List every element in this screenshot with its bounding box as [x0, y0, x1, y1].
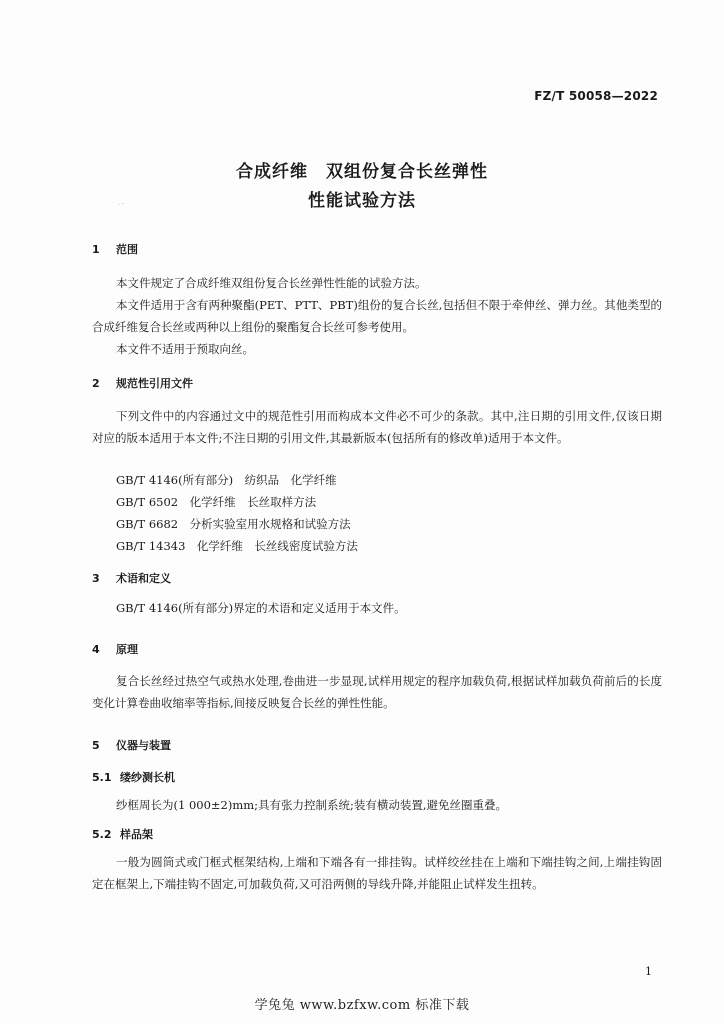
subsection-5-2-number: 5.2 — [92, 828, 112, 841]
normative-reference-2: GB/T 6502 化学纤维 长丝取样方法 — [116, 495, 317, 509]
section-3-title: 术语和定义 — [116, 572, 171, 585]
download-watermark: 学兔兔 www.bzfxw.com 标准下载 — [254, 998, 470, 1013]
normative-reference-3: GB/T 6682 分析实验室用水规格和试验方法 — [116, 517, 351, 531]
section-2-title: 规范性引用文件 — [116, 377, 193, 390]
document-title-line-1: 合成纤维 双组份复合长丝弹性 — [236, 162, 488, 182]
scan-speck: . - — [118, 200, 124, 207]
subsection-5-2-para: 一般为圆筒式或门框式框架结构,上端和下端各有一排挂钩。试样绞丝挂在上端和下端挂钩之间,上端挂钩固定在框架上,下端挂钩不固定,可加载负荷,又可沿两侧的导线升降,并能阻止试样发生扭转。 — [92, 855, 662, 891]
section-2-intro: 下列文件中的内容通过文中的规范性引用而构成本文件必不可少的条款。其中,注日期的引用文件,仅该日期对应的版本适用于本文件;不注日期的引用文件,其最新版本(包括所有的修改单)适用于本文件。 — [92, 409, 662, 445]
section-3-para: GB/T 4146(所有部分)界定的术语和定义适用于本文件。 — [116, 601, 406, 615]
section-1-heading — [92, 241, 138, 257]
section-5-heading — [92, 737, 171, 753]
subsection-5-1-para: 纱框周长为(1 000±2)mm;具有张力控制系统;装有横动装置,避免丝圈重叠。 — [116, 798, 508, 812]
subsection-5-1-title: 缕纱测长机 — [120, 771, 175, 784]
section-1-number: 1 — [92, 243, 100, 256]
document-code: FZ/T 50058—2022 — [534, 89, 658, 103]
section-4-para: 复合长丝经过热空气或热水处理,卷曲进一步显现,试样用规定的程序加载负荷,根据试样加载负荷前后的长度变化计算卷曲收缩率等指标,间接反映复合长丝的弹性性能。 — [92, 674, 662, 710]
normative-reference-1: GB/T 4146(所有部分) 纺织品 化学纤维 — [116, 473, 337, 487]
section-2-number: 2 — [92, 377, 100, 390]
subsection-5-2-title: 样品架 — [120, 828, 153, 841]
section-3-number: 3 — [92, 572, 100, 585]
section-1-para-2: 本文件适用于含有两种聚酯(PET、PTT、PBT)组份的复合长丝,包括但不限于牵伸丝、弹力丝。其他类型的合成纤维复合长丝或两种以上组份的聚酯复合长丝可参考使用。 — [92, 298, 662, 334]
document-title-line-2: 性能试验方法 — [308, 191, 416, 211]
section-4-heading — [92, 641, 138, 657]
section-1-para-1: 本文件规定了合成纤维双组份复合长丝弹性性能的试验方法。 — [116, 276, 427, 290]
subsection-5-1-number: 5.1 — [92, 771, 112, 784]
subsection-5-1-heading — [92, 769, 175, 785]
page-number: 1 — [645, 965, 652, 978]
section-2-heading — [92, 375, 193, 391]
section-4-number: 4 — [92, 643, 100, 656]
section-3-heading — [92, 570, 171, 586]
section-1-title: 范围 — [116, 243, 138, 256]
subsection-5-2-heading — [92, 826, 153, 842]
normative-reference-4: GB/T 14343 化学纤维 长丝线密度试验方法 — [116, 539, 358, 553]
section-5-title: 仪器与装置 — [116, 739, 171, 752]
section-4-title: 原理 — [116, 643, 138, 656]
section-1-para-3: 本文件不适用于预取向丝。 — [116, 342, 254, 356]
section-5-number: 5 — [92, 739, 100, 752]
